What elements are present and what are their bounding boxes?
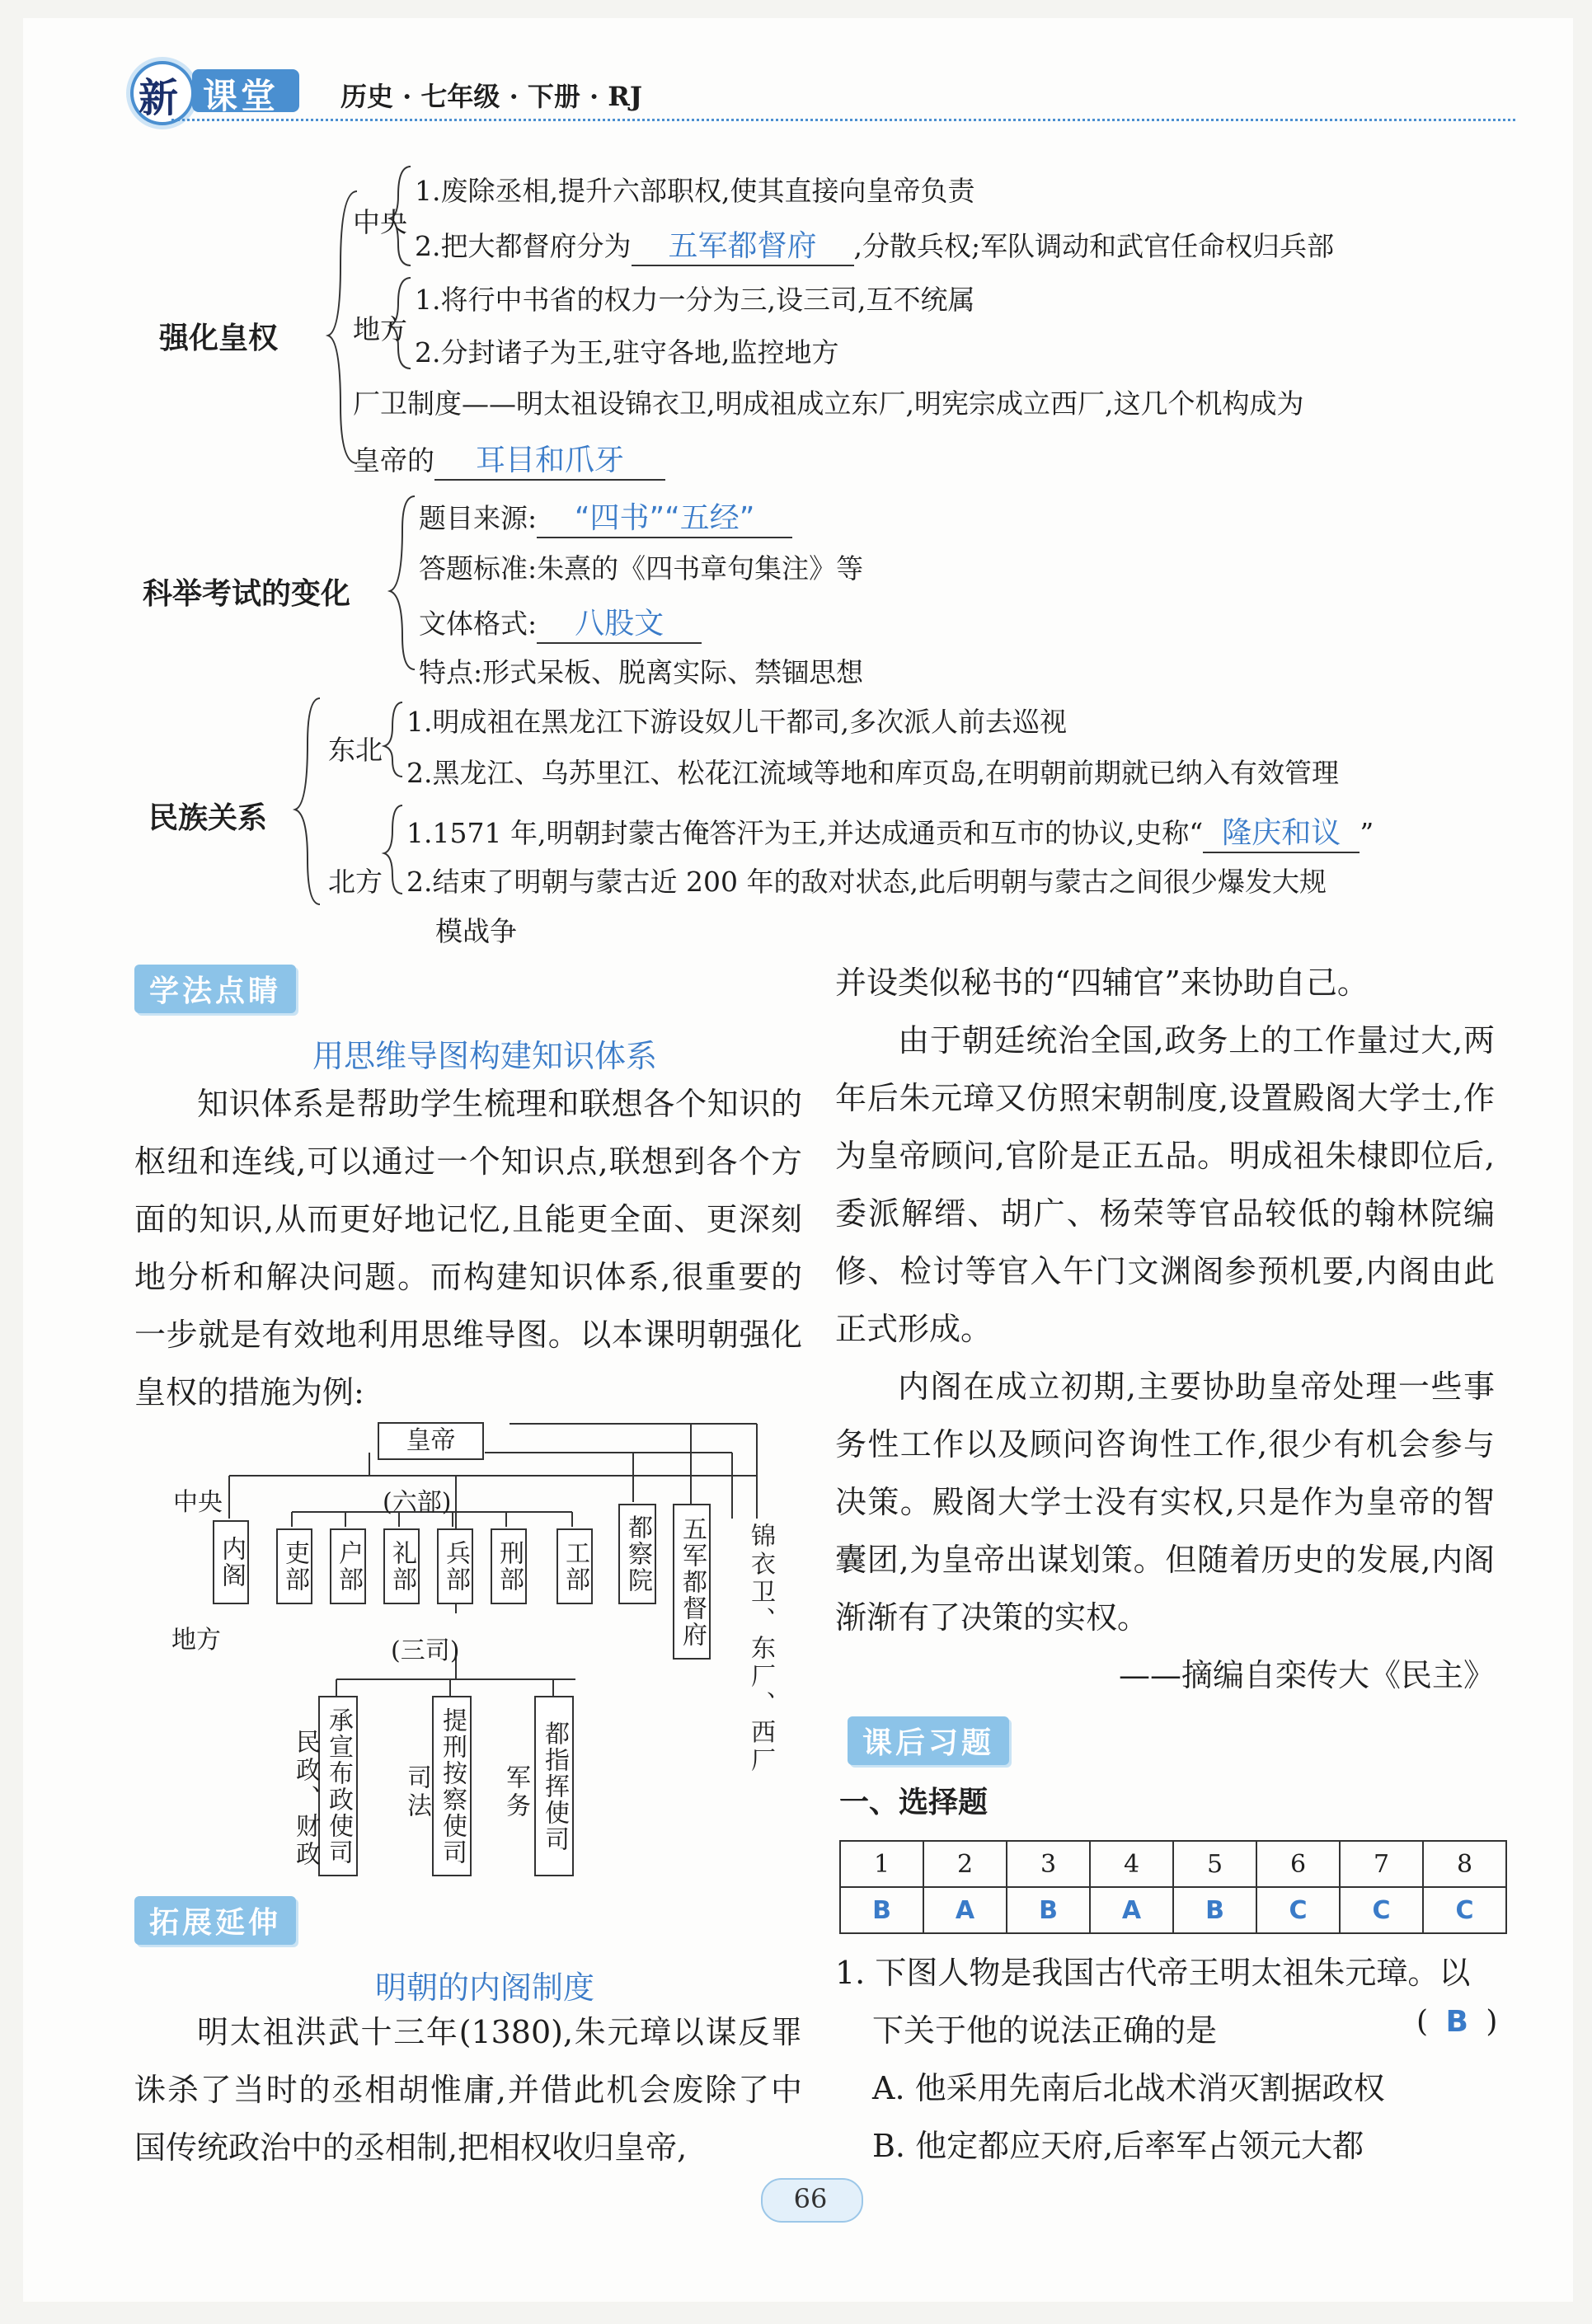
qnum: 5 <box>1173 1841 1256 1887</box>
answer-table <box>839 1840 1507 1934</box>
qnum: 8 <box>1423 1841 1506 1887</box>
diagram-ministry-li2: 礼部 <box>383 1528 420 1604</box>
answer: B <box>1007 1887 1090 1933</box>
outline-north-label: 北方 <box>328 866 383 898</box>
diagram-jinyiwei: 锦衣卫、东厂、西厂 <box>746 1523 775 1775</box>
outline-north-1: 1.1571 年,明朝封蒙古俺答汗为王,并达成通贡和互市的协议,史称“ 隆庆和议 ” <box>406 810 1374 853</box>
outline-ethnic-title: 民族关系 <box>148 801 268 835</box>
answer: C <box>1423 1887 1506 1933</box>
diagram-local-label: 地方 <box>171 1626 221 1655</box>
study-tag: 学法点睛 <box>134 965 296 1013</box>
extension-source: ——摘编自栾传大《民主》 <box>1118 1657 1495 1693</box>
study-paragraph: 知识体系是帮助学生梳理和联想各个知识的枢纽和连线,可以通过一个知识点,联想到各个方面的知识,从而更好地记忆,且能更全面、更深刻地分析和解决问题。而构建知识体系,很重要的一步就是有效地利用思维导图。以本课明朝强化皇权的措施为例: <box>134 1086 802 1411</box>
answer-numbers-row <box>840 1841 1506 1887</box>
qnum: 3 <box>1007 1841 1090 1887</box>
question-1-line1: 1. 下图人物是我国古代帝王明太祖朱元璋。以 <box>835 1955 1471 1991</box>
blank-longqing: 隆庆和议 <box>1203 810 1360 853</box>
outline-north-2a: 2.结束了明朝与蒙古近 200 年的敌对状态,此后明朝与蒙古之间很少爆发大规 <box>406 866 1327 898</box>
diagram-tixing: 提刑按察使司 <box>432 1696 472 1876</box>
outline-central-label: 中央 <box>353 206 407 238</box>
qnum: 7 <box>1340 1841 1423 1887</box>
answer: A <box>1090 1887 1173 1933</box>
logo-char: 新 <box>139 75 179 121</box>
blank-wujun: 五军都督府 <box>632 223 854 266</box>
extension-p2: 由于朝廷统治全国,政务上的工作量过大,两年后朱元璋又仿照宋朝制度,设置殿阁大学士,作为皇帝顾问,官阶是正五品。明成祖朱棣即位后,委派解缙、胡广、杨荣等官品较低的翰林院编修、检讨等官入午门文渊阁参预机要,内阁由此正式形成。 <box>835 1022 1495 1347</box>
study-heading: 用思维导图构建知识体系 <box>312 1038 657 1074</box>
answer: B <box>840 1887 923 1933</box>
diagram-duzhihui: 都指挥使司 <box>534 1696 574 1876</box>
diagram-three-label: (三司) <box>391 1636 460 1665</box>
qnum: 4 <box>1090 1841 1173 1887</box>
outline-changwei-1: 厂卫制度——明太祖设锦衣卫,明成祖成立东厂,明宪宗成立西厂,这几个机构成为 <box>353 387 1304 420</box>
outline-local-2: 2.分封诸子为王,驻守各地,监控地方 <box>415 336 839 369</box>
qnum: 6 <box>1256 1841 1340 1887</box>
outline-exam-source: 题目来源: “四书”“五经” <box>419 495 792 538</box>
outline-central-1: 1.废除丞相,提升六部职权,使其直接向皇帝负责 <box>415 175 975 207</box>
outline-ne-label: 东北 <box>328 734 383 766</box>
diagram-wujun: 五军都督府 <box>673 1504 711 1660</box>
diagram-chengxuan: 承宣布政使司 <box>318 1696 358 1876</box>
blank-ermu: 耳目和爪牙 <box>434 437 665 481</box>
outline-changwei-2: 皇帝的 耳目和爪牙 <box>353 437 665 481</box>
outline-ne-2: 2.黑龙江、乌苏里江、松花江流域等地和库页岛,在明朝前期就已纳入有效管理 <box>406 757 1339 789</box>
answer: C <box>1340 1887 1423 1933</box>
outline-exam-feature: 特点:形式呆板、脱离实际、禁锢思想 <box>419 656 864 688</box>
diagram-minzheng: 民政、财政 <box>291 1729 320 1869</box>
blank-sishu: “四书”“五经” <box>537 495 792 538</box>
diagram-central-label: 中央 <box>173 1488 223 1517</box>
qnum: 2 <box>923 1841 1007 1887</box>
outline-north-2b: 模战争 <box>435 915 517 947</box>
page-number: 66 <box>793 2183 828 2214</box>
outline-exam-style: 文体格式: 八股文 <box>419 600 702 644</box>
answer: C <box>1256 1887 1340 1933</box>
diagram-ministry-li: 吏部 <box>276 1528 312 1604</box>
extension-p3: 内阁在成立初期,主要协助皇帝处理一些事务性工作以及顾问咨询性工作,很少有机会参与决策。殿阁大学士没有实权,只是作为皇帝的智囊团,为皇帝出谋划策。但随着历史的发展,内阁渐渐有了决策的实权。 <box>835 1369 1495 1636</box>
outline-central-2: 2.把大都督府分为 五军都督府 ,分散兵权;军队调动和武官任命权归兵部 <box>415 223 1334 266</box>
diagram-duchayuan: 都察院 <box>618 1504 656 1604</box>
diagram-ministry-xing: 刑部 <box>491 1528 527 1604</box>
extension-right <box>835 954 1495 1704</box>
extension-tag: 拓展延伸 <box>134 1896 296 1945</box>
answer: B <box>1173 1887 1256 1933</box>
diagram-ministry-bing: 兵部 <box>437 1528 473 1604</box>
diagram-junwu: 军务 <box>501 1764 530 1820</box>
exercise-section: 一、选择题 <box>839 1786 989 1819</box>
exercise-tag: 课后习题 <box>848 1716 1009 1765</box>
diagram-emperor: 皇帝 <box>378 1422 484 1460</box>
qnum: 1 <box>840 1841 923 1887</box>
diagram-ministry-gong: 工部 <box>556 1528 593 1604</box>
page <box>23 18 1573 2302</box>
extension-p1: 明太祖洪武十三年(1380),朱元璋以谋反罪诛杀了当时的丞相胡惟庸,并借此机会废除了中国传统政治中的丞相制,把相权收归皇帝, <box>134 2014 802 2166</box>
outline-exam-standard: 答题标准:朱熹的《四书章句集注》等 <box>419 552 864 585</box>
outline-strengthen-title: 强化皇权 <box>159 322 279 355</box>
answer: A <box>923 1887 1007 1933</box>
diagram-ministry-hu: 户部 <box>330 1528 366 1604</box>
question-1-line2: 下关于他的说法正确的是 <box>872 2012 1218 2049</box>
outline-local-label: 地方 <box>353 313 407 345</box>
option-a: A. 他采用先南后北战术消灭割据政权 <box>872 2070 1385 2106</box>
header-subtitle: 历史 · 七年级 · 下册 · RJ <box>340 81 643 112</box>
diagram-neige: 内阁 <box>213 1520 249 1604</box>
diagram-six-label: (六部) <box>383 1488 452 1517</box>
blank-bagu: 八股文 <box>537 600 702 644</box>
outline-local-1: 1.将行中书省的权力一分为三,设三司,互不统属 <box>415 284 975 316</box>
outline-exam-title: 科举考试的变化 <box>143 577 351 611</box>
extension-heading: 明朝的内阁制度 <box>374 1970 594 2006</box>
logo-text: 课堂 <box>203 76 279 116</box>
diagram-sifa: 司法 <box>402 1764 431 1820</box>
option-b: B. 他定都应天府,后率军占领元大都 <box>872 2128 1364 2164</box>
outline-ne-1: 1.明成祖在黑龙江下游设奴儿干都司,多次派人前去巡视 <box>406 706 1067 738</box>
answer-row <box>840 1887 1506 1933</box>
question-1-answer: ( B ) <box>1416 2005 1498 2039</box>
extension-p1-cont: 并设类似秘书的“四辅官”来协助自己。 <box>835 965 1369 1001</box>
